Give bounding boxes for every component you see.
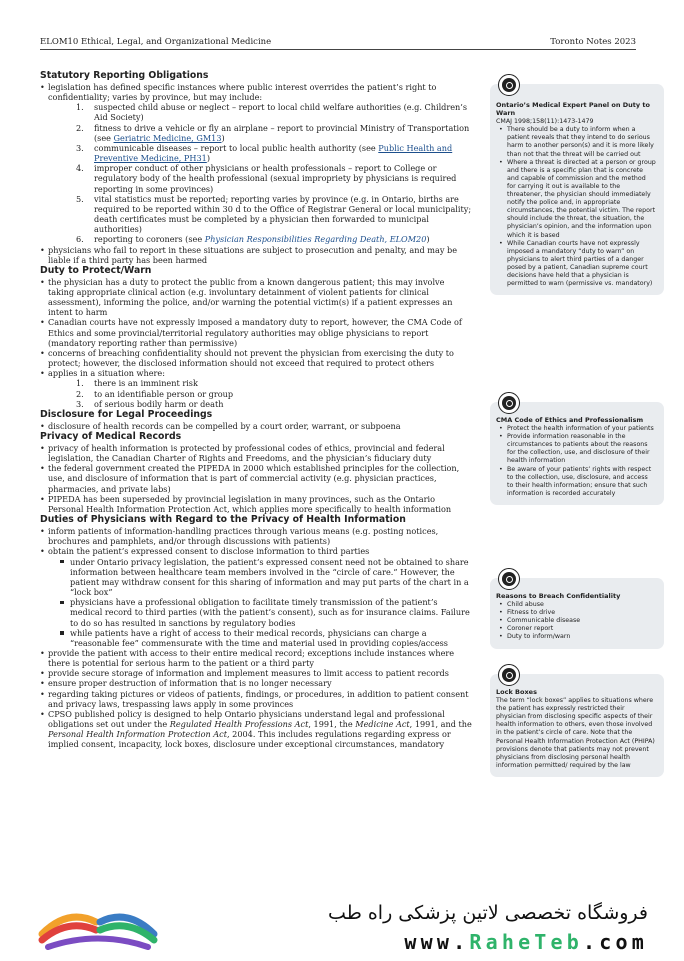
bullet-text: legislation has defined specific instances where public interest overrides the patient’s right to confidentiality; varies by province, but may include: — [48, 82, 437, 103]
shop-name: فروشگاه تخصصی لاتین پزشکی راه طب — [328, 902, 648, 924]
text-italic: Regulated Health Professions Act — [169, 719, 309, 730]
list-item — [76, 102, 472, 122]
sidebar-ontario — [490, 84, 664, 295]
sidebar-item: • While Canadian courts have not expressly imposed a mandatory “duty to warn” on physicians to alert third parties of a danger posed by a patient, Canadian supreme court decisions have held that a physician is permitted to warn (permissive vs. mandatory) — [496, 240, 656, 289]
sidebar-item: • Duty to inform/warn — [496, 633, 656, 641]
list-item — [76, 234, 472, 244]
item-number: 4. — [76, 163, 84, 174]
item-number: 5. — [76, 193, 84, 204]
item-number: 1. — [76, 378, 84, 389]
sub-item: physicians have a professional obligation to facilitate timely transmission of the patient’s medical record to third parties (with the patient’s consent), such as for insurance claims. Failure to do so has resulted in sanctions by regulatory bodies — [58, 597, 472, 627]
site-url[interactable] — [404, 930, 648, 954]
list-item — [76, 143, 472, 163]
bullet: • disclosure of health records can be compelled by a court order, warrant, or subpoena — [40, 421, 472, 431]
section-duty-to-warn — [40, 265, 472, 409]
item-number: 3. — [76, 142, 84, 153]
link-physician-responsibilities[interactable]: Physician Responsibilities Regarding Death, ELOM20 — [204, 234, 427, 245]
bullet: • concerns of breaching confidentiality should not prevent the physician from exercising the duty to protect; however, the disclosed information should not exceed that required to protect others — [40, 348, 472, 368]
sidebar-item: • Communicable disease — [496, 617, 656, 625]
item-text: suspected child abuse or neglect – report to local child welfare authorities (e.g. Children’s Aid Society) — [94, 102, 468, 123]
section-duties-privacy — [40, 514, 472, 749]
store-banner — [0, 880, 684, 961]
sidebar-title: Reasons to Breach Confidentiality — [496, 592, 621, 600]
item-text: improper conduct of other physicians or health professionals – report to College or regulatory body of the health professional (sexual impropriety by physicians is required reporting in some provinces) — [94, 163, 457, 194]
sidebar-lockbox — [490, 674, 664, 777]
bullet: • inform patients of information-handling practices through various means (e.g. posting notices, brochures and pamphlets, and/or through discussions with patients) — [40, 526, 472, 546]
bullet: • provide the patient with access to their entire medical record; exceptions include instances where there is potential for serious harm to the patient or a third party — [40, 648, 472, 668]
bullet — [40, 82, 472, 245]
list-item — [76, 123, 472, 143]
sidebar-item: • Child abuse — [496, 601, 656, 609]
page-header — [40, 36, 636, 50]
item-number: 2. — [76, 122, 84, 133]
header-right: Toronto Notes 2023 — [550, 37, 636, 47]
list-item — [76, 389, 472, 399]
text: , 2004. This includes regulations regarding express or implied consent, incapacity, lock boxes, disclosure under exceptional circumstances, mandatory — [48, 729, 451, 750]
list-item — [76, 194, 472, 235]
item-text: vital statistics must be reported; reporting varies by province (e.g. in Ontario, births are required to be reported within 30 d to the Office of Registrar General or local municipality; death certificates must be completed by a physician then forwarded to municipal authorities) — [94, 193, 472, 235]
key-point-icon — [498, 568, 520, 590]
item-number: 1. — [76, 102, 84, 113]
bullet: • physicians who fail to report in these situations are subject to prosecution and penalty, and may be liable if a third party has been harmed — [40, 245, 472, 265]
header-left: ELOM10 Ethical, Legal, and Organizational Medicine — [40, 37, 272, 47]
numbered-list — [76, 378, 472, 408]
bullet: • PIPEDA has been superseded by provincial legislation in many provinces, such as the Ontario Personal Health Information Protection Act, which applies more specifically to health information — [40, 494, 472, 514]
key-point-icon — [498, 392, 520, 414]
sidebar-item: • Coroner report — [496, 625, 656, 633]
link-geriatric-medicine[interactable]: Geriatric Medicine, GM13 — [113, 132, 222, 143]
item-text: ) — [206, 153, 210, 164]
item-number: 2. — [76, 388, 84, 399]
text-italic: Personal Health Information Protection Act — [48, 729, 227, 740]
sub-item: under Ontario privacy legislation, the patient’s expressed consent need not be obtained to share information between healthcare team members involved in the “circle of care.” However, the patient may withdraw consent for this sharing of information and may put parts of the chart in a “lock box” — [58, 557, 472, 598]
sidebar-breach — [490, 578, 664, 649]
heading-statutory: Statutory Reporting Obligations — [40, 70, 209, 81]
text: CPSO published policy is designed to help Ontario physicians understand legal and professional obligations set out under the — [48, 708, 445, 730]
heading-disclosure: Disclosure for Legal Proceedings — [40, 408, 213, 420]
sidebar-item: • Provide information reasonable in the circumstances to patients about the reasons for the collection, use, and disclosure of their health information — [496, 433, 656, 465]
bullet: • the physician has a duty to protect the public from a known dangerous patient; this may involve taking appropriate clinical action (e.g. involuntary detainment of violent patients for clinical assessment), informing the police, and/or warning the potential victim(s) if a patient expresses an intent to harm — [40, 277, 472, 318]
sidebar-item: • There should be a duty to inform when a patient reveals that they intend to do serious harm to another person(s) and it is more likely than not that the threat will be carried out — [496, 126, 656, 158]
bullet — [40, 709, 472, 750]
key-point-icon — [498, 664, 520, 686]
item-text: ) — [221, 132, 225, 143]
sub-item: while patients have a right of access to their medical records, physicians can charge a “reasonable fee” commensurate with the time and material used in providing copies/access — [58, 628, 472, 648]
sidebar-item: • Protect the health information of your patients — [496, 425, 656, 433]
text: , 1991, and the — [409, 719, 472, 730]
heading-duties: Duties of Physicians with Regard to the Privacy of Health Information — [40, 514, 406, 526]
sidebar-title: Ontario’s Medical Expert Panel on Duty to Warn — [496, 101, 650, 118]
bullet: • Canadian courts have not expressly imposed a mandatory duty to report, however, the CMA Code of Ethics and some provincial/territorial regulatory authorities may oblige physicians to report (mandatory reporting rather than permissive) — [40, 317, 472, 347]
section-statutory — [40, 70, 472, 265]
sidebar-title: Lock Boxes — [496, 688, 537, 696]
book-logo-icon — [38, 900, 158, 950]
item-text: of serious bodily harm or death — [94, 398, 224, 409]
bullet-text: obtain the patient’s expressed consent to disclose information to third parties — [48, 546, 370, 557]
sidebar-text: The term “lock boxes” applies to situations where the patient has expressly restricted their physician from disclosing specific aspects of their health information to others, even those involved in the patient’s circle of care. Note that the Personal Health Information Protection Act (PHIPA) provisions denote that patients may not prevent physicians from disclosing personal health information permitted/ required by the law — [496, 697, 655, 769]
item-number: 6. — [76, 234, 84, 245]
sidebar-citation: CMAJ 1998;158(11):1473-1479 — [496, 118, 594, 126]
sidebar-cma — [490, 402, 664, 505]
section-privacy — [40, 431, 472, 514]
bullet: • provide secure storage of information and implement measures to limit access to patient records — [40, 668, 472, 678]
list-item — [76, 399, 472, 409]
sidebar-item: • Be aware of your patients’ rights with respect to the collection, use, disclosure, and access to their health information; ensure that such information is recorded accurately — [496, 466, 656, 498]
url-brand: RaheTeb — [469, 930, 584, 954]
main-content — [40, 70, 472, 750]
heading-privacy: Privacy of Medical Records — [40, 431, 182, 442]
sidebar-title: CMA Code of Ethics and Professionalism — [496, 416, 644, 424]
link-public-health[interactable]: Public Health and Preventive Medicine, PH31 — [94, 142, 453, 164]
bullet — [40, 368, 472, 409]
item-text: ) — [426, 234, 430, 245]
url-part: www. — [404, 930, 470, 954]
numbered-list — [76, 102, 472, 244]
sidebar-item: • Fitness to drive — [496, 609, 656, 617]
url-part: .com — [583, 930, 648, 954]
sub-list — [58, 557, 472, 648]
item-text: reporting to coroners (see — [94, 234, 205, 245]
text: , 1991, the — [308, 719, 356, 730]
bullet: • the federal government created the PIPEDA in 2000 which established principles for the collection, use, and disclosure of information that is part of commercial activity (e.g. physician practices, pharmacies, and private labs) — [40, 463, 472, 493]
list-item — [76, 163, 472, 193]
bullet-text: applies in a situation where: — [48, 368, 165, 379]
key-point-icon — [498, 74, 520, 96]
item-text: there is an imminent risk — [94, 378, 198, 389]
bullet: • ensure proper destruction of information that is no longer necessary — [40, 678, 472, 688]
heading-duty: Duty to Protect/Warn — [40, 264, 152, 276]
item-number: 3. — [76, 398, 84, 409]
bullet — [40, 546, 472, 648]
sidebar-item: • Where a threat is directed at a person or group and there is a specific plan that is concrete and capable of commission and the method for carrying it out is available to the threatener, the physician should immediately notify the police and, in appropriate circumstances, the potential victim. The report should include the threat, the situation, the physician’s opinion, and the information upon which it is based — [496, 159, 656, 240]
section-disclosure — [40, 409, 472, 431]
list-item — [76, 378, 472, 388]
bullet: • regarding taking pictures or videos of patients, findings, or procedures, in addition to patient consent and privacy laws, trespassing laws apply in some provinces — [40, 689, 472, 709]
text-italic: Medicine Act — [355, 719, 410, 730]
item-text: fitness to drive a vehicle or fly an airplane – report to provincial Ministry of Transportation (see — [94, 122, 470, 143]
item-text: to an identifiable person or group — [94, 388, 234, 399]
bullet: • privacy of health information is protected by professional codes of ethics, provincial and federal legislation, the Canadian Charter of Rights and Freedoms, and the physician’s fiduciary duty — [40, 443, 472, 463]
item-text: communicable diseases – report to local public health authority (see — [94, 142, 379, 153]
